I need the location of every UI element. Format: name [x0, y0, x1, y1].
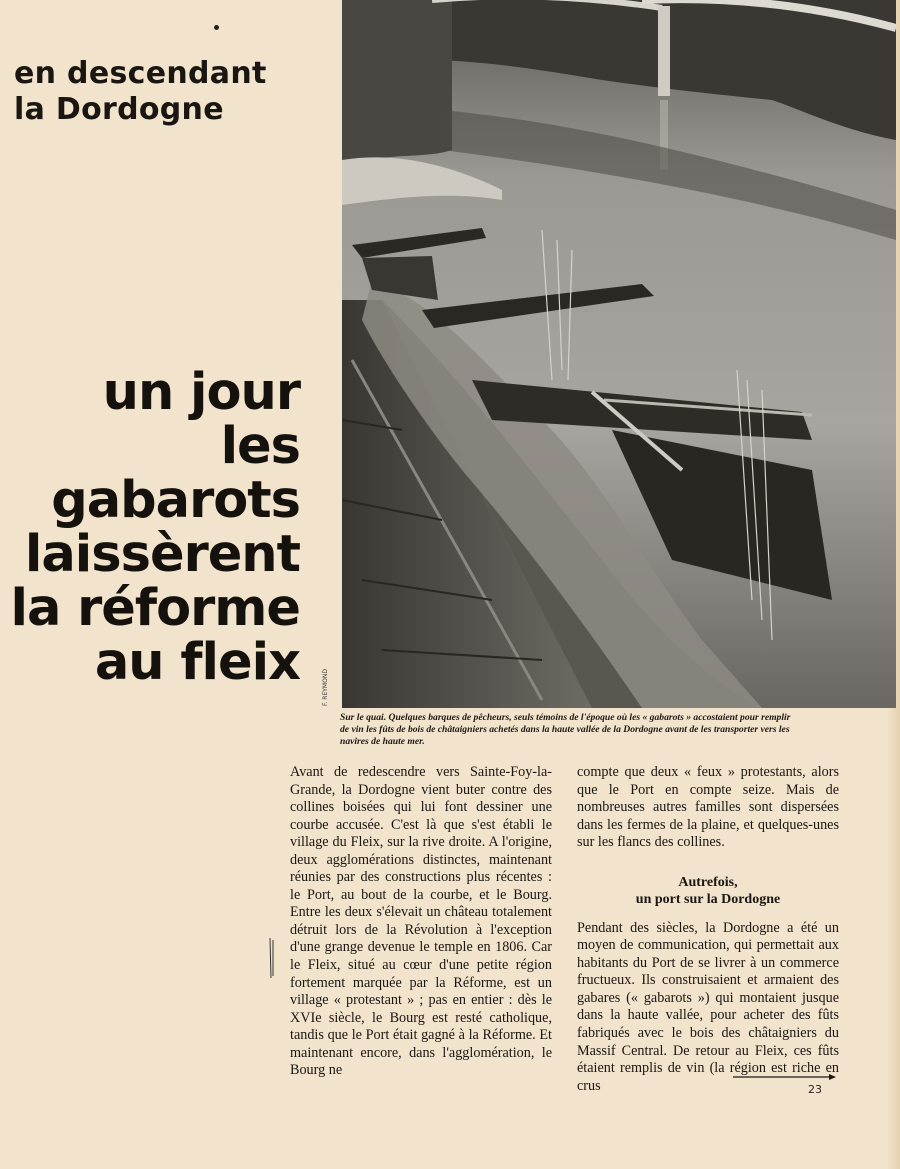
- photo-caption: Sur le quai. Quelques barques de pêcheurs, seuls témoins de l'époque où les « gabarots » accostaient pour remplir de vin les fûts de bois de châtaigniers achetés dans la haute vallée de la Dordogne avant de les transporter vers les navires de haute mer.: [340, 712, 791, 747]
- article-column-1: [290, 764, 552, 1080]
- kicker-line-2: la Dordogne: [14, 92, 224, 127]
- headline-line: gabarots: [51, 471, 300, 530]
- article-paragraph: Pendant des siècles, la Dordogne a été un moyen de communication, qui permettait aux habitants du Port de se livrer à un commerce fructueux. Ils construisaient et armaient des gabares (« gabarots ») qui montaient jusque dans la haute vallée, pour acheter des fûts fabriqués avec le bois des châtaigniers du Massif Central. De retour au Fleix, ces fûts étaient remplis de vin (la région est riche en crus: [577, 919, 839, 1094]
- river-photo: [342, 0, 896, 708]
- article-paragraph: Avant de redescendre vers Sainte-Foy-la-Grande, la Dordogne vient buter contre des collines boisées qui lui font dessiner une courbe accusée. C'est là que s'est établi le village du Fleix, sur la rive droite. A l'origine, deux agglomérations distinctes, maintenant réunies par des constructions plus récentes : le Port, au bout de la courbe, et le Bourg. Entre les deux s'élevait un château totalement détruit lors de la Révolution à l'exception d'une grange devenue le temple en 1806. Car le Fleix, situé au cœur d'une petite région fortement marquée par la Réforme, est un village « protestant » ; pas en entier : dès le XVIe siècle, le Bourg est resté catholique, tandis que le Port était gagné à la Réforme. Et maintenant encore, dans l'agglomération, le Bourg ne: [290, 764, 552, 1079]
- headline-line: un jour: [102, 363, 300, 422]
- continue-arrow-icon: [733, 1073, 837, 1081]
- kicker-line-1: en descendant: [14, 56, 267, 91]
- headline: [10, 363, 300, 692]
- headline-line: au fleix: [94, 633, 300, 692]
- headline-line: les: [220, 417, 300, 476]
- subheading-line-1: Autrefois,: [678, 874, 738, 890]
- section-subheading: [577, 874, 839, 908]
- margin-pencil-mark: [268, 936, 276, 980]
- article-paragraph: compte que deux « feux » protestants, alors que le Port en compte seize. Mais de nombreuses autres familles sont dispersées dans les fermes de la plaine, et quelques-unes sur les flancs des collines.: [577, 764, 839, 851]
- photo-credit: F. REYMOND: [322, 669, 329, 706]
- subheading-line-2: un port sur la Dordogne: [635, 891, 781, 907]
- ink-dot: [214, 25, 219, 30]
- page-number: 23: [808, 1083, 822, 1096]
- headline-line: la réforme: [10, 579, 300, 638]
- kicker: [14, 56, 314, 128]
- article-column-2: [577, 764, 839, 1095]
- headline-line: laissèrent: [24, 525, 300, 584]
